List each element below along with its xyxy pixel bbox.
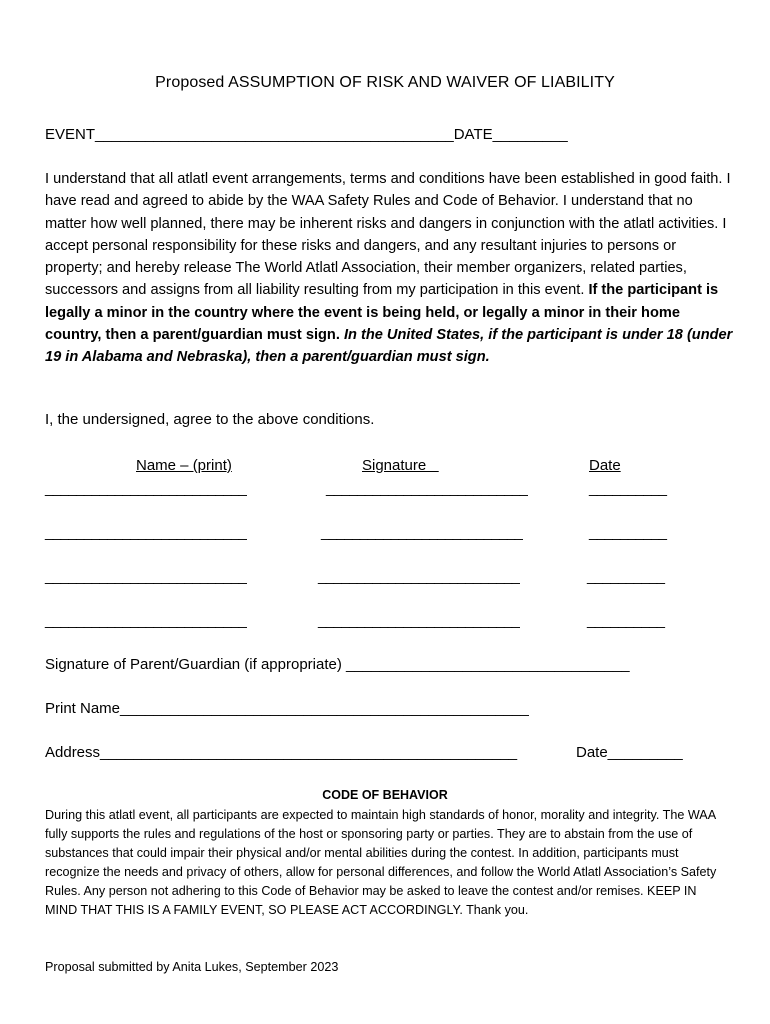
date-field-3[interactable]: __________ xyxy=(587,568,665,585)
address-date-line[interactable]: Date_________ xyxy=(576,744,683,761)
date-field-4[interactable]: __________ xyxy=(587,612,665,629)
signature-field-4[interactable]: __________________________ xyxy=(318,612,520,629)
name-field-4[interactable]: __________________________ xyxy=(45,612,247,629)
date-field-2[interactable]: __________ xyxy=(589,524,667,541)
print-name-line[interactable]: Print Name_________________________________________________ xyxy=(45,700,529,717)
code-of-behavior-text: During this atlatl event, all participants are expected to maintain high standards of honor, morality and integrity. The WAA fully supports the rules and regulations of the host or sponsoring party or parties. They are to abstain from the use of substances that could impair their physical and/or mental abilities during the contest. In addition, participants must recognize the needs and privacy of others, allow for personal differences, and follow the World Atlatl Association’s Safety Rules. Any person not adhering to this Code of Behavior may be asked to leave the contest and/or remises. KEEP IN MIND THAT THIS IS A FAMILY EVENT, SO PLEASE ACT ACCORDINGLY. Thank you. xyxy=(45,808,717,917)
waiver-text: I understand that all atlatl event arrangements, terms and conditions have been established in good faith. I have read and agreed to abide by the WAA Safety Rules and Code of Behavior. I understand that no matter how well planned, there may be inherent risks and dangers in conjunction with the atlatl activities. I accept personal responsibility for these risks and dangers, and any resultant injuries to persons or property; and hereby release The World Atlatl Association, their member organizers, related parties, successors and assigns from all liability resulting from my participation in this event. xyxy=(45,171,731,299)
page-title: Proposed ASSUMPTION OF RISK AND WAIVER OF LIABILITY xyxy=(155,74,615,91)
name-field-3[interactable]: __________________________ xyxy=(45,568,247,585)
name-field-2[interactable]: __________________________ xyxy=(45,524,247,541)
agreement-statement: I, the undersigned, agree to the above conditions. xyxy=(45,411,375,428)
name-field-1[interactable]: __________________________ xyxy=(45,480,247,497)
minor-notice: If the participant is legally a minor in the country where the event is being held, or legally a minor in their home country, then a parent/guardian must sign. xyxy=(45,282,719,344)
date-column-header: Date xyxy=(589,457,621,474)
name-column-header: Name – (print) xyxy=(136,457,232,474)
signature-field-1[interactable]: __________________________ xyxy=(326,480,528,497)
parent-guardian-signature-line[interactable]: Signature of Parent/Guardian (if appropriate) __________________________________ xyxy=(45,656,630,673)
signature-column-header: Signature xyxy=(362,457,439,474)
code-of-behavior-title: CODE OF BEHAVIOR xyxy=(322,788,448,802)
proposal-footer: Proposal submitted by Anita Lukes, September 2023 xyxy=(45,960,339,974)
signature-field-2[interactable]: __________________________ xyxy=(321,524,523,541)
signature-field-3[interactable]: __________________________ xyxy=(318,568,520,585)
address-line[interactable]: Address__________________________________________________ xyxy=(45,744,518,761)
date-field-1[interactable]: __________ xyxy=(589,480,667,497)
us-minor-notice: In the United States, if the participant is under 18 (under 19 in Alabama and Nebraska), then a parent/guardian must sign. xyxy=(45,327,733,366)
waiver-paragraph xyxy=(45,168,735,369)
event-date-line: EVENT___________________________________________DATE_________ xyxy=(45,126,568,143)
